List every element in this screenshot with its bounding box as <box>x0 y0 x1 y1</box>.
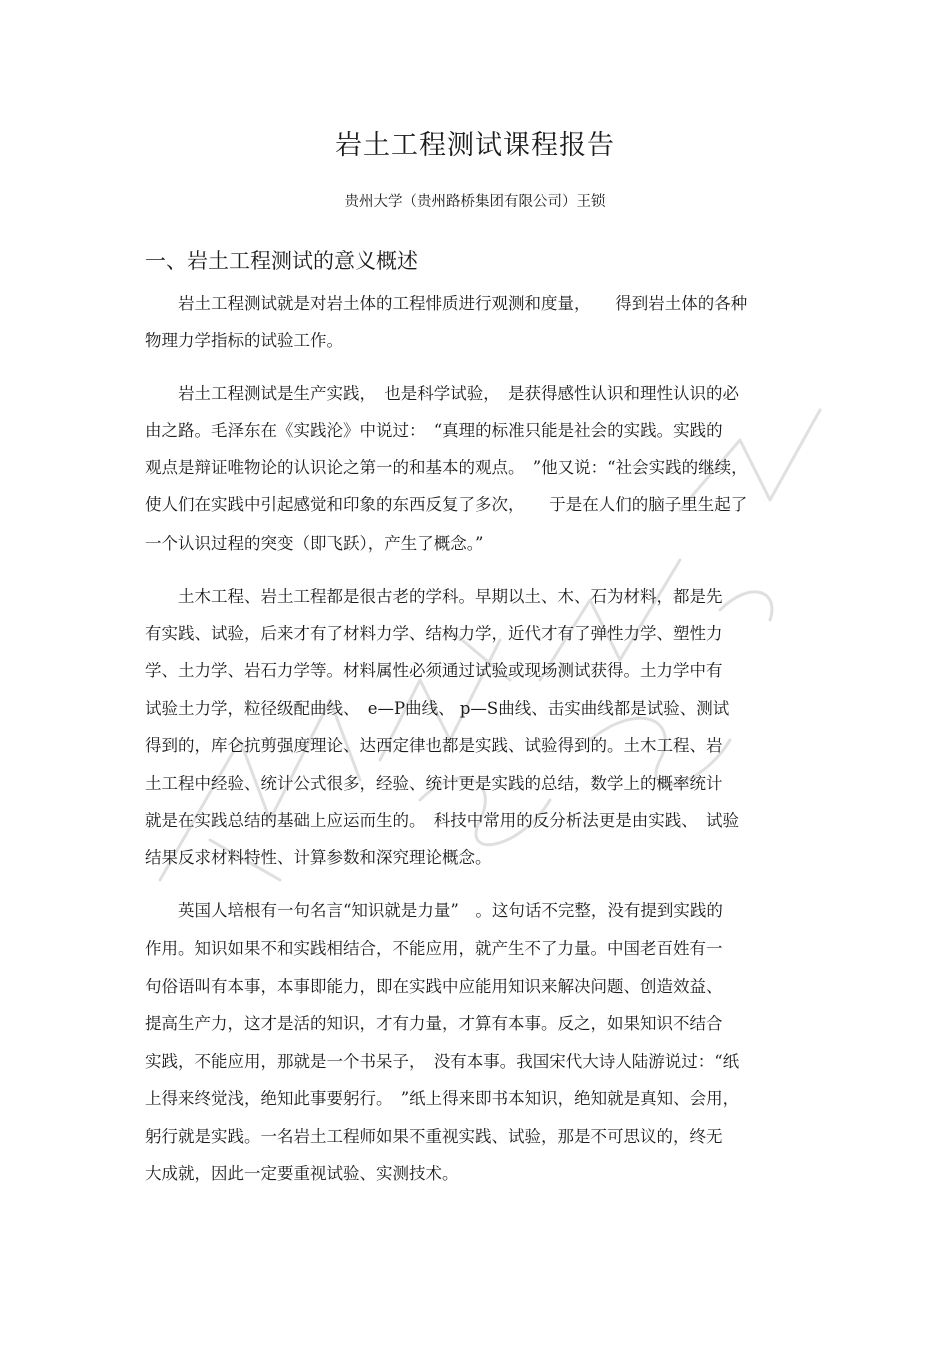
paragraph-line: 由之路。毛泽东在《实践沦》中说过： “真理的标准只能是社会的实践。实践的 <box>145 421 723 440</box>
document-title: 岩土工程测试课程报告 <box>335 130 615 161</box>
paragraph-line: 躬行就是实践。一名岩土工程师如果不重视实践、试验，那是不可思议的，终无 <box>145 1127 723 1146</box>
paragraph-line: 实践，不能应用，那就是一个书呆子， 没有本事。我国宋代大诗人陆游说过：“纸 <box>145 1052 740 1071</box>
paragraph-line: 使人们在实践中引起感觉和印象的东西反复了多次， 于是在人们的脑子里生起了 <box>145 495 748 514</box>
paragraph-line: 得到的，库仑抗剪强度理论、达西定律也都是实践、试验得到的。土木工程、岩 <box>145 736 723 755</box>
paragraph-line: 提高生产力，这才是活的知识，才有力量，才算有本事。反之，如果知识不结合 <box>145 1014 723 1033</box>
paragraph-line: 作用。知识如果不和实践相结合，不能应用，就产生不了力量。中国老百姓有一 <box>145 939 723 958</box>
paragraph-line: 物理力学指标的试验工作。 <box>145 331 343 350</box>
paragraph-line: 土木工程、岩土工程都是很古老的学科。早期以土、木、石为材料，都是先 <box>145 587 723 606</box>
paragraph-line: 岩土工程测试是生产实践， 也是科学试验， 是获得感性认识和理性认识的必 <box>145 384 739 403</box>
paragraph-line: 学、土力学、岩石力学等。材料属性必须通过试验或现场测试获得。土力学中有 <box>145 661 723 680</box>
paragraph-line: 试验土力学，粒径级配曲线、 e—P曲线、 p—S曲线、击实曲线都是试验、测试 <box>145 699 730 718</box>
paragraph-line: 有实践、试验，后来才有了材料力学、结构力学，近代才有了弹性力学、塑性力 <box>145 624 723 643</box>
paragraph-line: 就是在实践总结的基础上应运而生的。 科技中常用的反分析法更是由实践、 试验 <box>145 811 739 830</box>
paragraph-line: 大成就，因此一定要重视试验、实测技术。 <box>145 1164 459 1183</box>
paragraph-line: 观点是辩证唯物论的认识论之第一的和基本的观点。 ”他又说：“社会实践的继续， <box>145 458 748 477</box>
paragraph-line: 土工程中经验、统计公式很多，经验、统计更是实践的总结，数学上的概率统计 <box>145 774 723 793</box>
paragraph-line: 英国人培根有一句名言“知识就是力量” 。这句话不完整，没有提到实践的 <box>145 901 723 920</box>
paragraph-line: 一个认识过程的突变（即飞跃），产生了概念。” <box>145 534 484 553</box>
section-heading: 一、岩土工程测试的意义概述 <box>145 249 418 273</box>
document-author: 贵州大学（贵州路桥集团有限公司）王锁 <box>344 194 606 210</box>
paragraph-line: 岩土工程测试就是对岩土体的工程悱质进行观测和度量， 得到岩土体的各种 <box>145 294 748 313</box>
paragraph-line: 句俗语叫有本事，本事即能力，即在实践中应能用知识来解决问题、创造效益、 <box>145 977 723 996</box>
paragraph-line: 上得来终觉浅，绝知此事要躬行。 ”纸上得来即书本知识，绝知就是真知、会用， <box>145 1089 740 1108</box>
paragraph-line: 结果反求材料特性、计算参数和深究理论概念。 <box>145 848 492 867</box>
